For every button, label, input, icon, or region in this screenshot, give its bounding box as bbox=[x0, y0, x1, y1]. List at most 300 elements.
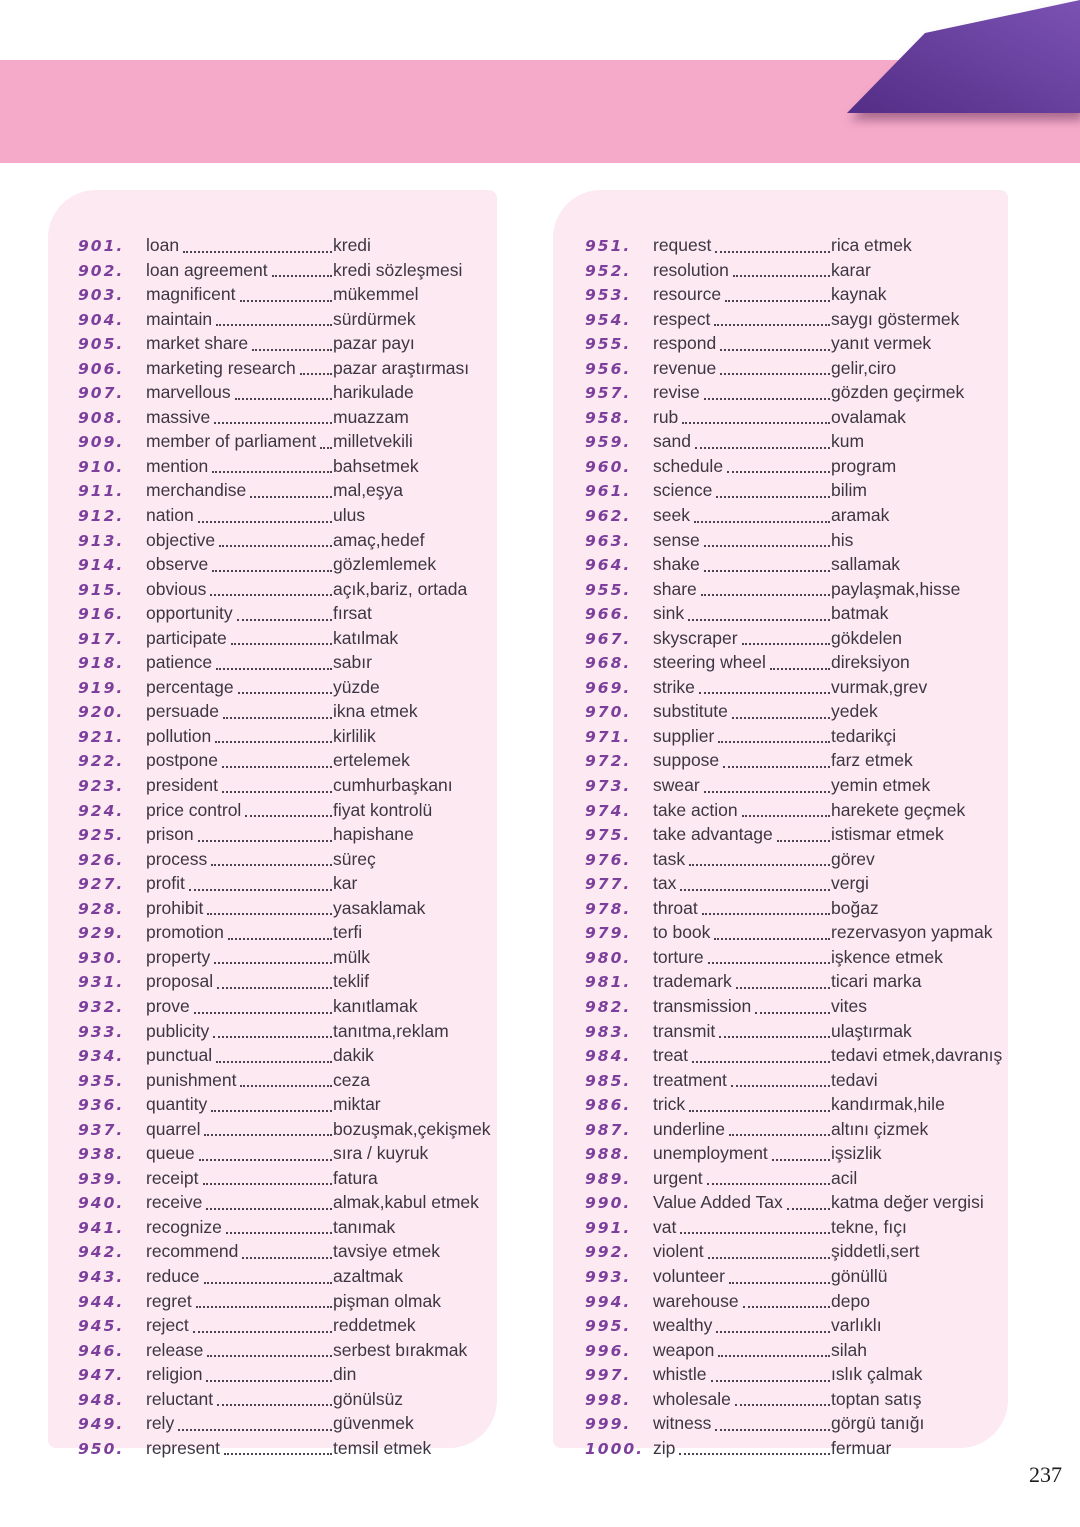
entry-word: market share bbox=[146, 333, 249, 354]
entry-number: 952. bbox=[585, 261, 632, 280]
dotted-leader bbox=[222, 766, 332, 768]
entry-number: 999. bbox=[585, 1415, 632, 1434]
entry-number: 966. bbox=[585, 605, 632, 624]
vocab-row bbox=[585, 578, 1008, 603]
dotted-leader bbox=[216, 668, 332, 670]
entry-translation: altını çizmek bbox=[831, 1118, 929, 1139]
entry-translation: pazar payı bbox=[333, 333, 415, 354]
entry-word-zone bbox=[653, 774, 831, 798]
entry-word: underline bbox=[653, 1118, 725, 1139]
dotted-leader bbox=[733, 275, 830, 277]
entry-word: loan bbox=[146, 235, 180, 255]
entry-number: 903. bbox=[78, 286, 125, 305]
vocab-row bbox=[585, 921, 1008, 946]
entry-word-zone bbox=[146, 479, 333, 503]
vocab-row bbox=[585, 1240, 1008, 1265]
vocab-row bbox=[585, 1363, 1008, 1388]
dotted-leader bbox=[736, 987, 830, 989]
dotted-leader bbox=[210, 594, 332, 596]
entry-word: represent bbox=[146, 1437, 220, 1458]
entry-word-zone bbox=[653, 529, 831, 553]
entry-word: promotion bbox=[146, 922, 224, 943]
entry-word-zone bbox=[146, 1167, 333, 1191]
entry-word-zone bbox=[146, 749, 333, 773]
entry-word: revise bbox=[653, 382, 700, 403]
dotted-leader bbox=[707, 1183, 830, 1185]
entry-word-zone bbox=[653, 234, 831, 258]
entry-translation: görev bbox=[831, 848, 875, 869]
dotted-leader bbox=[204, 1282, 332, 1284]
entry-translation: reddetmek bbox=[333, 1315, 416, 1336]
entry-number: 927. bbox=[78, 875, 125, 894]
entry-word: reduce bbox=[146, 1265, 200, 1286]
entry-translation: harikulade bbox=[333, 382, 414, 403]
vocab-row bbox=[585, 799, 1008, 824]
entry-word-zone bbox=[146, 774, 333, 798]
entry-translation: karar bbox=[831, 259, 871, 280]
dotted-leader bbox=[723, 766, 830, 768]
entry-word-zone bbox=[653, 700, 831, 724]
entry-number: 930. bbox=[78, 948, 125, 967]
vocab-row bbox=[78, 700, 497, 725]
dotted-leader bbox=[237, 619, 332, 621]
vocab-row bbox=[78, 1412, 497, 1437]
entry-number: 929. bbox=[78, 924, 125, 943]
entry-number: 971. bbox=[585, 727, 632, 746]
entry-number: 978. bbox=[585, 899, 632, 918]
dotted-leader bbox=[215, 741, 332, 743]
entry-translation: tavsiye etmek bbox=[333, 1241, 440, 1262]
entry-number: 935. bbox=[78, 1071, 125, 1090]
entry-word-zone bbox=[653, 308, 831, 332]
entry-number: 991. bbox=[585, 1218, 632, 1237]
entry-word: steering wheel bbox=[653, 652, 766, 673]
entry-translation: tedavi etmek,davranış bbox=[831, 1045, 1003, 1066]
entry-word: recognize bbox=[146, 1216, 222, 1237]
entry-translation: kaynak bbox=[831, 284, 887, 305]
entry-word: suppose bbox=[653, 750, 720, 771]
vocab-row bbox=[585, 234, 1008, 259]
entry-word: prove bbox=[146, 995, 190, 1016]
entry-word: whistle bbox=[653, 1364, 707, 1385]
entry-word: sink bbox=[653, 603, 685, 624]
entry-word-zone bbox=[653, 1142, 831, 1166]
entry-number: 970. bbox=[585, 703, 632, 722]
entry-translation: sallamak bbox=[831, 554, 901, 575]
dotted-leader bbox=[720, 373, 830, 375]
dotted-leader bbox=[250, 496, 332, 498]
vocab-row bbox=[585, 1265, 1008, 1290]
entry-number: 974. bbox=[585, 801, 632, 820]
entry-number: 995. bbox=[585, 1317, 632, 1336]
entry-translation: varlıklı bbox=[831, 1315, 882, 1336]
entry-number: 910. bbox=[78, 457, 125, 476]
entry-translation: din bbox=[333, 1364, 357, 1385]
entry-word-zone bbox=[653, 1020, 831, 1044]
vocab-row bbox=[585, 1339, 1008, 1364]
vocab-row bbox=[78, 1388, 497, 1413]
entry-number: 951. bbox=[585, 237, 632, 255]
entry-word: receipt bbox=[146, 1167, 199, 1188]
entry-number: 986. bbox=[585, 1096, 632, 1115]
dotted-leader bbox=[231, 643, 332, 645]
vocab-panel-left bbox=[48, 190, 497, 1458]
entry-translation: sürdürmek bbox=[333, 308, 416, 329]
dotted-leader bbox=[240, 1085, 332, 1087]
entry-word: share bbox=[653, 578, 697, 599]
entry-translation: görgü tanığı bbox=[831, 1413, 925, 1434]
entry-number: 928. bbox=[78, 899, 125, 918]
entry-number: 925. bbox=[78, 826, 125, 845]
entry-word-zone bbox=[146, 406, 333, 430]
vocab-row bbox=[585, 848, 1008, 873]
entry-word: treatment bbox=[653, 1069, 727, 1090]
dotted-leader bbox=[694, 521, 830, 523]
entry-word: regret bbox=[146, 1290, 192, 1311]
entry-number: 987. bbox=[585, 1120, 632, 1139]
dotted-leader bbox=[679, 1453, 830, 1455]
entry-word-zone bbox=[653, 872, 831, 896]
entry-number: 921. bbox=[78, 727, 125, 746]
entry-word: massive bbox=[146, 406, 211, 427]
entry-translation: gökdelen bbox=[831, 627, 903, 648]
entry-number: 932. bbox=[78, 997, 125, 1016]
vocab-row bbox=[78, 1020, 497, 1045]
dotted-leader bbox=[183, 251, 332, 253]
dotted-leader bbox=[216, 1061, 332, 1063]
dotted-leader bbox=[742, 643, 830, 645]
entry-number: 993. bbox=[585, 1267, 632, 1286]
dotted-leader bbox=[772, 1159, 830, 1161]
entry-word-zone bbox=[653, 1363, 831, 1387]
vocab-row bbox=[585, 602, 1008, 627]
vocab-row bbox=[585, 1191, 1008, 1216]
entry-word-zone bbox=[146, 897, 333, 921]
dotted-leader bbox=[755, 1012, 830, 1014]
entry-translation: tanımak bbox=[333, 1216, 396, 1237]
dotted-leader bbox=[699, 692, 830, 694]
entry-word: loan agreement bbox=[146, 259, 268, 280]
entry-number: 988. bbox=[585, 1145, 632, 1164]
entry-word-zone bbox=[653, 1314, 831, 1338]
entry-word-zone bbox=[653, 1265, 831, 1289]
entry-word-zone bbox=[146, 970, 333, 994]
vocab-row bbox=[585, 1118, 1008, 1143]
dotted-leader bbox=[252, 349, 332, 351]
dotted-leader bbox=[219, 545, 332, 547]
entry-word: property bbox=[146, 946, 211, 967]
dotted-leader bbox=[718, 1355, 830, 1357]
entry-word: swear bbox=[653, 775, 700, 796]
entry-translation: fermuar bbox=[831, 1437, 892, 1458]
entry-word-zone bbox=[146, 381, 333, 405]
entry-translation: yedek bbox=[831, 701, 878, 722]
entry-number: 959. bbox=[585, 433, 632, 452]
entry-word: request bbox=[653, 235, 712, 255]
dotted-leader bbox=[702, 913, 830, 915]
entry-word-zone bbox=[146, 1265, 333, 1289]
entry-word: transmission bbox=[653, 995, 752, 1016]
entry-translation: batmak bbox=[831, 603, 889, 624]
vocab-row bbox=[78, 1363, 497, 1388]
entry-number: 944. bbox=[78, 1292, 125, 1311]
dotted-leader bbox=[682, 422, 830, 424]
vocab-row bbox=[585, 504, 1008, 529]
dotted-leader bbox=[204, 1134, 332, 1136]
entry-translation: program bbox=[831, 455, 897, 476]
entry-word: magnificent bbox=[146, 284, 236, 305]
entry-word-zone bbox=[653, 381, 831, 405]
dotted-leader bbox=[692, 1061, 830, 1063]
entry-number: 983. bbox=[585, 1022, 632, 1041]
entry-word-zone bbox=[653, 676, 831, 700]
entry-translation: gönüllü bbox=[831, 1265, 888, 1286]
entry-translation: kirlilik bbox=[333, 725, 376, 746]
dotted-leader bbox=[199, 1159, 332, 1161]
entry-translation: güvenmek bbox=[333, 1413, 414, 1434]
vocab-row bbox=[585, 725, 1008, 750]
entry-translation: şiddetli,sert bbox=[831, 1241, 920, 1262]
vocab-row bbox=[78, 725, 497, 750]
vocab-row bbox=[585, 823, 1008, 848]
entry-translation: işkence etmek bbox=[831, 946, 943, 967]
dotted-leader bbox=[680, 889, 830, 891]
vocab-row bbox=[585, 1437, 1008, 1462]
entry-word-zone bbox=[146, 823, 333, 847]
dotted-leader bbox=[715, 251, 830, 253]
entry-word-zone bbox=[653, 259, 831, 283]
entry-number: 979. bbox=[585, 924, 632, 943]
dotted-leader bbox=[238, 692, 332, 694]
entry-word-zone bbox=[146, 1437, 333, 1461]
entry-word-zone bbox=[653, 332, 831, 356]
entry-word-zone bbox=[653, 823, 831, 847]
vocab-row bbox=[585, 406, 1008, 431]
vocab-row bbox=[78, 1437, 497, 1462]
entry-translation: tekne, fıçı bbox=[831, 1216, 907, 1237]
entry-word-zone bbox=[146, 553, 333, 577]
dotted-leader bbox=[226, 1232, 332, 1234]
entry-word-zone bbox=[653, 897, 831, 921]
entry-number: 920. bbox=[78, 703, 125, 722]
entry-word: science bbox=[653, 480, 713, 501]
entry-translation: sıra / kuyruk bbox=[333, 1143, 429, 1164]
vocab-row bbox=[585, 970, 1008, 995]
entry-word-zone bbox=[146, 676, 333, 700]
entry-word-zone bbox=[653, 627, 831, 651]
dotted-leader bbox=[178, 1429, 332, 1431]
entry-translation: rica etmek bbox=[831, 235, 912, 255]
entry-word: persuade bbox=[146, 701, 219, 722]
vocab-row bbox=[78, 921, 497, 946]
entry-translation: istismar etmek bbox=[831, 824, 944, 845]
entry-word-zone bbox=[653, 848, 831, 872]
entry-number: 906. bbox=[78, 359, 125, 378]
entry-word-zone bbox=[653, 1167, 831, 1191]
entry-word-zone bbox=[653, 1412, 831, 1436]
dotted-leader bbox=[718, 741, 830, 743]
entry-translation: tedavi bbox=[831, 1069, 878, 1090]
entry-number: 918. bbox=[78, 654, 125, 673]
vocab-row bbox=[585, 455, 1008, 480]
entry-number: 985. bbox=[585, 1071, 632, 1090]
entry-word: respond bbox=[653, 333, 717, 354]
entry-translation: almak,kabul etmek bbox=[333, 1192, 479, 1213]
dotted-leader bbox=[245, 815, 332, 817]
entry-word: prohibit bbox=[146, 897, 204, 918]
vocab-panel-right bbox=[553, 190, 1008, 1458]
entry-number: 998. bbox=[585, 1390, 632, 1409]
entry-word-zone bbox=[146, 602, 333, 626]
entry-word: receive bbox=[146, 1192, 203, 1213]
entry-word: transmit bbox=[653, 1020, 716, 1041]
entry-translation: silah bbox=[831, 1339, 867, 1360]
entry-word: revenue bbox=[653, 357, 717, 378]
entry-translation: fatura bbox=[333, 1167, 378, 1188]
entry-number: 913. bbox=[78, 531, 125, 550]
vocab-row bbox=[78, 970, 497, 995]
vocab-row bbox=[585, 283, 1008, 308]
entry-number: 984. bbox=[585, 1047, 632, 1066]
dotted-leader bbox=[720, 349, 830, 351]
vocab-row bbox=[78, 1265, 497, 1290]
entry-word: release bbox=[146, 1339, 204, 1360]
entry-word-zone bbox=[146, 234, 333, 258]
entry-translation: amaç,hedef bbox=[333, 529, 425, 550]
vocab-row bbox=[78, 676, 497, 701]
entry-translation: ulus bbox=[333, 505, 366, 526]
entry-translation: süreç bbox=[333, 848, 376, 869]
dotted-leader bbox=[207, 913, 332, 915]
dotted-leader bbox=[727, 471, 830, 473]
entry-number: 992. bbox=[585, 1243, 632, 1262]
entry-word-zone bbox=[146, 332, 333, 356]
entry-number: 916. bbox=[78, 605, 125, 624]
dotted-leader bbox=[207, 1355, 332, 1357]
entry-word: volunteer bbox=[653, 1265, 725, 1286]
entry-word: proposal bbox=[146, 971, 214, 992]
entry-number: 962. bbox=[585, 507, 632, 526]
entry-word: skyscraper bbox=[653, 627, 738, 648]
entry-translation: kredi sözleşmesi bbox=[333, 259, 463, 280]
entry-number: 960. bbox=[585, 457, 632, 476]
entry-word-zone bbox=[653, 553, 831, 577]
dotted-leader bbox=[206, 1208, 332, 1210]
entry-word: mention bbox=[146, 455, 209, 476]
entry-translation: sabır bbox=[333, 652, 372, 673]
entry-word: quantity bbox=[146, 1094, 208, 1115]
entry-translation: kum bbox=[831, 431, 865, 452]
dotted-leader bbox=[689, 864, 830, 866]
dotted-leader bbox=[711, 1380, 831, 1382]
entry-translation: harekete geçmek bbox=[831, 799, 966, 820]
entry-translation: gelir,ciro bbox=[831, 357, 897, 378]
entry-word: tax bbox=[653, 873, 677, 894]
entry-translation: kredi bbox=[333, 235, 371, 255]
entry-translation: ikna etmek bbox=[333, 701, 418, 722]
vocab-row bbox=[78, 1314, 497, 1339]
entry-word-zone bbox=[146, 1388, 333, 1412]
vocab-row bbox=[78, 357, 497, 382]
entry-word-zone bbox=[146, 1142, 333, 1166]
entry-number: 938. bbox=[78, 1145, 125, 1164]
dotted-leader bbox=[211, 1110, 332, 1112]
entry-number: 967. bbox=[585, 629, 632, 648]
entry-word-zone bbox=[653, 1191, 831, 1215]
entry-translation: mülk bbox=[333, 946, 370, 967]
vocab-row bbox=[585, 897, 1008, 922]
vocab-row bbox=[585, 381, 1008, 406]
vocab-row bbox=[585, 332, 1008, 357]
entry-word: substitute bbox=[653, 701, 728, 722]
vocab-row bbox=[78, 823, 497, 848]
entry-word: reluctant bbox=[146, 1388, 214, 1409]
entry-word-zone bbox=[653, 578, 831, 602]
vocab-row bbox=[585, 1044, 1008, 1069]
entry-word-zone bbox=[146, 700, 333, 724]
vocab-row bbox=[78, 897, 497, 922]
entry-word-zone bbox=[653, 921, 831, 945]
entry-translation: dakik bbox=[333, 1045, 374, 1066]
entry-word: shake bbox=[653, 554, 700, 575]
dotted-leader bbox=[777, 840, 830, 842]
vocab-row bbox=[585, 529, 1008, 554]
entry-word-zone bbox=[146, 283, 333, 307]
dotted-leader bbox=[708, 962, 830, 964]
dotted-leader bbox=[695, 447, 830, 449]
entry-word: punctual bbox=[146, 1045, 213, 1066]
entry-number: 994. bbox=[585, 1292, 632, 1311]
dotted-leader bbox=[731, 1085, 830, 1087]
entry-word-zone bbox=[146, 1339, 333, 1363]
dotted-leader bbox=[742, 815, 830, 817]
vocab-row bbox=[78, 651, 497, 676]
entry-word-zone bbox=[653, 799, 831, 823]
dotted-leader bbox=[214, 962, 332, 964]
entry-number: 933. bbox=[78, 1022, 125, 1041]
entry-word: weapon bbox=[653, 1339, 715, 1360]
entry-word: queue bbox=[146, 1143, 195, 1164]
entry-word: task bbox=[653, 848, 686, 869]
entry-number: 909. bbox=[78, 433, 125, 452]
entry-word-zone bbox=[146, 946, 333, 970]
entry-word: opportunity bbox=[146, 603, 233, 624]
entry-number: 957. bbox=[585, 384, 632, 403]
vocab-row bbox=[585, 1290, 1008, 1315]
entry-word: take advantage bbox=[653, 824, 773, 845]
entry-translation: terfi bbox=[333, 922, 363, 943]
entry-word-zone bbox=[653, 1069, 831, 1093]
entry-translation: cumhurbaşkanı bbox=[333, 775, 453, 796]
entry-number: 934. bbox=[78, 1047, 125, 1066]
entry-word: respect bbox=[653, 308, 711, 329]
dotted-leader bbox=[217, 987, 332, 989]
entry-number: 902. bbox=[78, 261, 125, 280]
page-number: 237 bbox=[1029, 1462, 1062, 1487]
entry-word-zone bbox=[146, 799, 333, 823]
entry-translation: serbest bırakmak bbox=[333, 1339, 468, 1360]
vocab-row bbox=[585, 357, 1008, 382]
dotted-leader bbox=[212, 471, 332, 473]
vocab-row bbox=[78, 332, 497, 357]
entry-number: 943. bbox=[78, 1267, 125, 1286]
entry-word: marketing research bbox=[146, 357, 296, 378]
dotted-leader bbox=[193, 1331, 332, 1333]
vocab-row bbox=[585, 479, 1008, 504]
entry-word: punishment bbox=[146, 1069, 237, 1090]
entry-translation: ulaştırmak bbox=[831, 1020, 912, 1041]
vocab-row bbox=[585, 700, 1008, 725]
